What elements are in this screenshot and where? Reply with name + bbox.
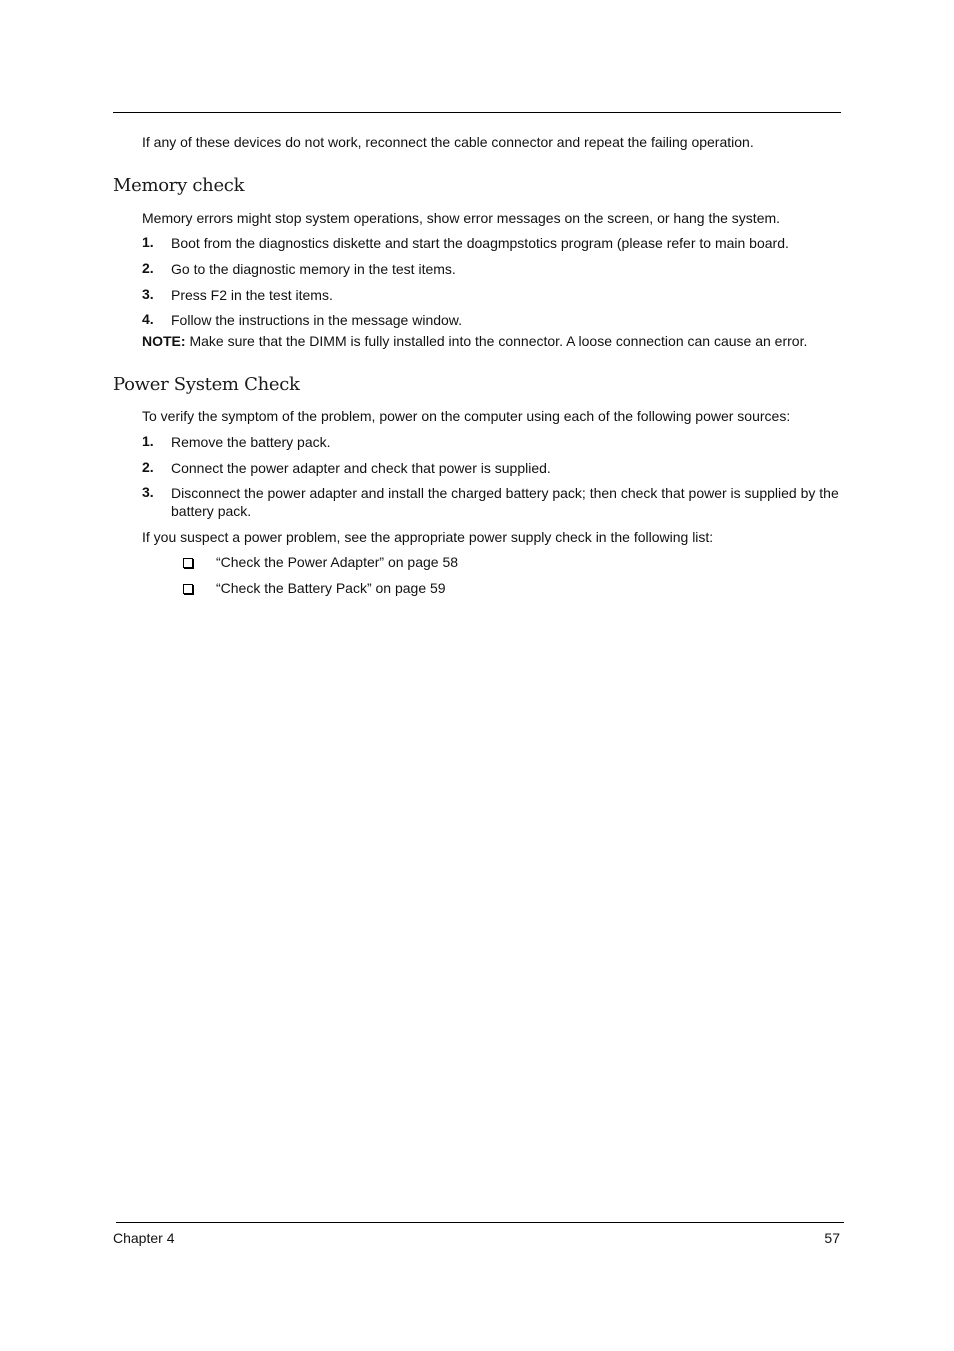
checkbox-bullet-icon [183,584,193,594]
memory-step-text: Follow the instructions in the message window. [171,312,463,328]
power-step-text: Remove the battery pack. [171,434,331,450]
memory-step-number: 3. [142,286,154,302]
power-step-number: 3. [142,484,154,500]
power-adapter-link[interactable]: “Check the Power Adapter” on page 58 [216,554,459,570]
note-text: Make sure that the DIMM is fully installed into the connector. A loose connection can cause an error. [185,333,808,349]
power-description: To verify the symptom of the problem, power on the computer using each of the following power sources: [142,408,791,424]
power-followup: If you suspect a power problem, see the appropriate power supply check in the following list: [142,529,714,545]
header-rule [113,112,841,113]
power-check-heading: Power System Check [113,374,300,395]
power-step-number: 2. [142,459,154,475]
memory-step-number: 2. [142,260,154,276]
footer-page-number: 57 [824,1230,840,1246]
intro-paragraph: If any of these devices do not work, reconnect the cable connector and repeat the failing operation. [142,134,754,150]
memory-step-text: Go to the diagnostic memory in the test items. [171,261,456,277]
battery-pack-link[interactable]: “Check the Battery Pack” on page 59 [216,580,446,596]
memory-step-text: Press F2 in the test items. [171,287,333,303]
memory-note [142,332,807,350]
checkbox-bullet-icon [183,558,193,568]
power-step-text: Disconnect the power adapter and install the charged battery pack; then check that power is supplied by the battery pack. [171,485,839,519]
footer-chapter: Chapter 4 [113,1230,175,1246]
footer-rule [116,1222,844,1223]
memory-check-heading: Memory check [113,175,245,196]
power-step-text: Connect the power adapter and check that power is supplied. [171,460,551,476]
memory-step-number: 4. [142,311,154,327]
memory-step-text: Boot from the diagnostics diskette and start the doagmpstotics program (please refer to main board. [171,235,789,251]
power-step-number: 1. [142,433,154,449]
memory-description: Memory errors might stop system operations, show error messages on the screen, or hang the system. [142,210,781,226]
note-label: NOTE: [142,333,186,349]
memory-step-number: 1. [142,234,154,250]
